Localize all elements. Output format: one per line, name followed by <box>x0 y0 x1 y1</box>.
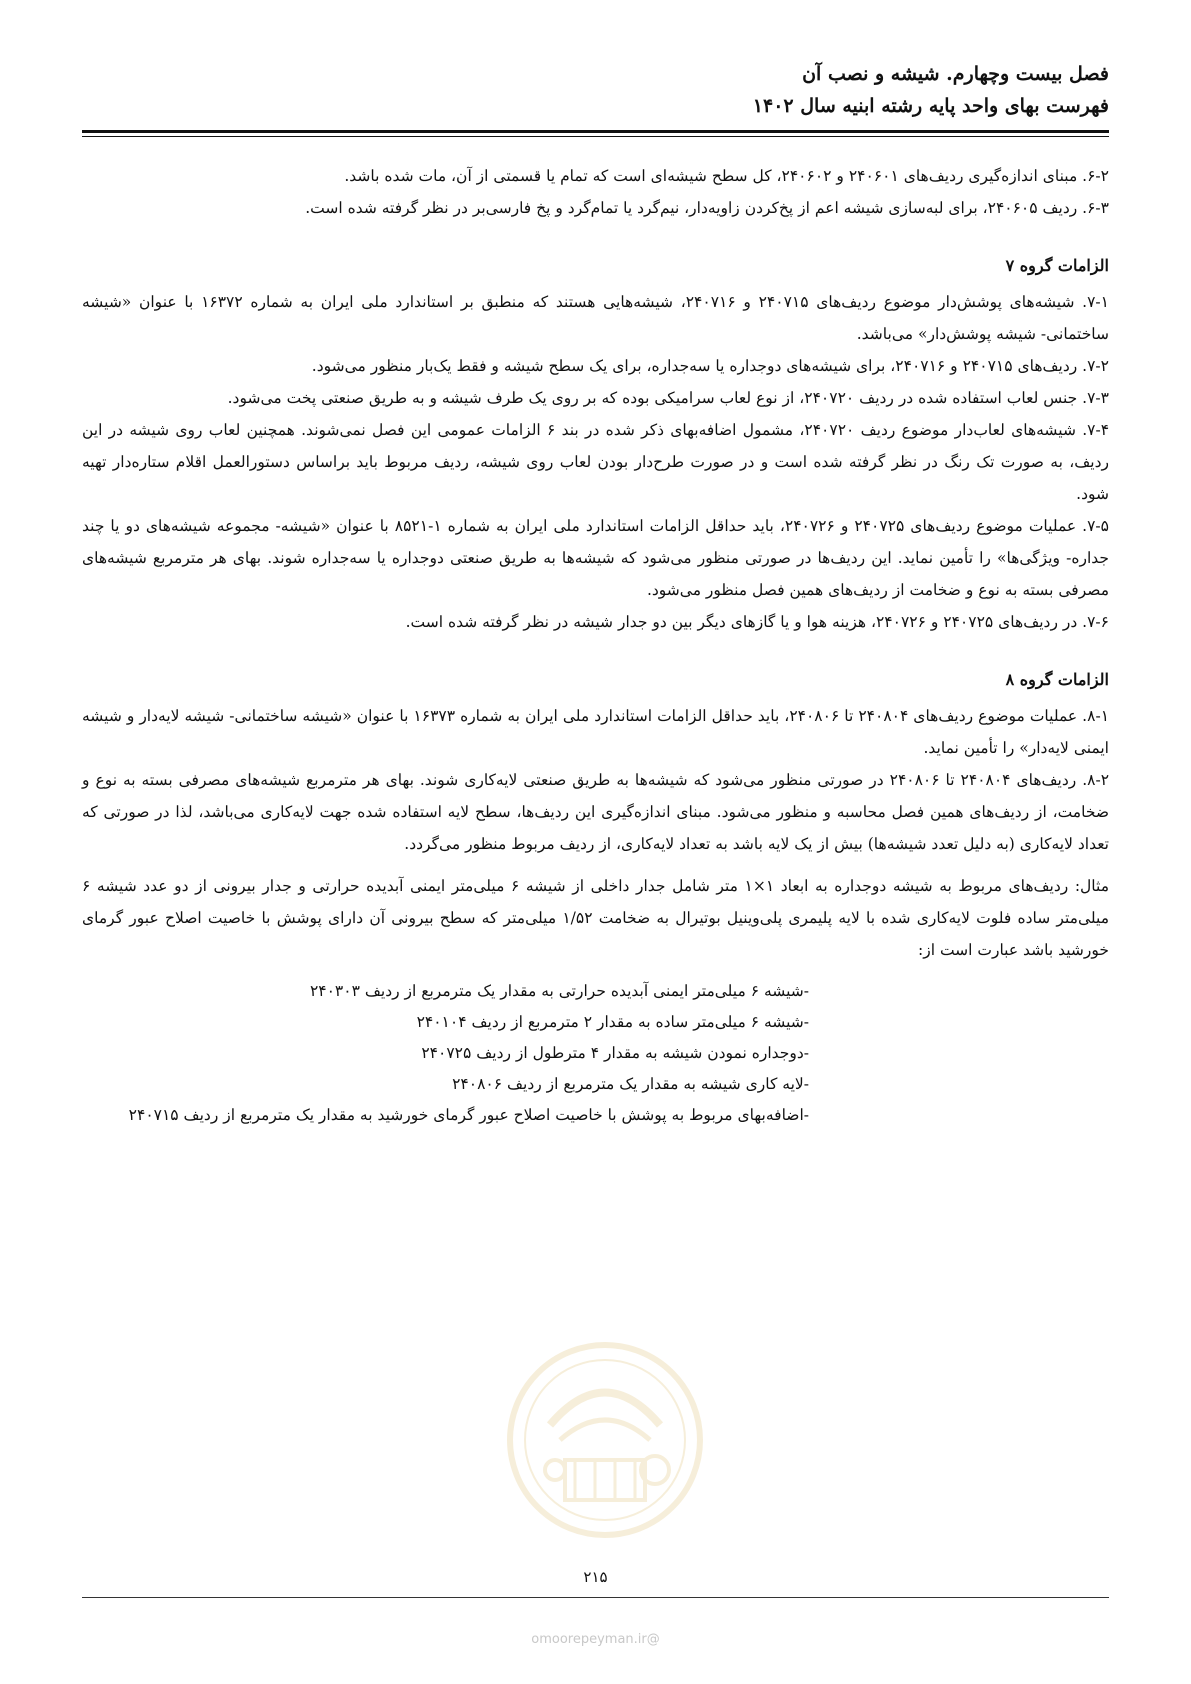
header-rule-thick <box>82 130 1109 133</box>
list-item: -اضافه‌بهای مربوط به پوشش با خاصیت اصلاح عبور گرمای خورشید به مقدار یک مترمربع از ردیف ۲۴۰۷۱۵ <box>128 1106 809 1124</box>
list-item: -شیشه ۶ میلی‌متر ساده به مقدار ۲ مترمربع از ردیف ۲۴۰۱۰۴ <box>416 1013 809 1031</box>
example-list <box>82 976 1109 1131</box>
seal-logo-icon <box>505 1340 705 1540</box>
paragraph-7-5: ۷-۵. عملیات موضوع ردیف‌های ۲۴۰۷۲۵ و ۲۴۰۷۲۶، باید حداقل الزامات استاندارد ملی ایران به شماره ۱-۸۵۲۱ با عنوان «شیشه- مجموعه شیشه‌های دو یا چند جداره- ویژگی‌ها» را تأمین نماید. این ردیف‌ها در صورتی منظور می‌شود که شیشه‌ها به طریق صنعتی دوجداره یا سه‌جداره شوند. بهای هر مترمربع شیشه‌های مصرفی بسته به نوع و ضخامت از ردیف‌های همین فصل منظور می‌شود. <box>82 517 1109 599</box>
paragraph-7-6: ۷-۶. در ردیف‌های ۲۴۰۷۲۵ و ۲۴۰۷۲۶، هزینه هوا و یا گازهای دیگر بین دو جدار شیشه در نظر گرفته شده است. <box>405 613 1109 631</box>
document-body <box>82 160 1109 1131</box>
paragraph-6-2: ۶-۲. مبنای اندازه‌گیری ردیف‌های ۲۴۰۶۰۱ و ۲۴۰۶۰۲، کل سطح شیشه‌ای است که تمام یا قسمتی از آن، مات شده باشد. <box>344 167 1109 185</box>
chapter-title: فصل بیست وچهارم. شیشه و نصب آن <box>802 63 1109 85</box>
paragraph-6-3: ۶-۳. ردیف ۲۴۰۶۰۵، برای لبه‌سازی شیشه اعم از پخ‌کردن زاویه‌دار، نیم‌گرد یا تمام‌گرد و پخ فارسی‌بر در نظر گرفته شده است. <box>305 199 1109 217</box>
group8-heading: الزامات گروه ۸ <box>1005 670 1109 689</box>
price-list-title: فهرست بهای واحد پایه رشته ابنیه سال ۱۴۰۲ <box>752 95 1109 117</box>
page-number: ۲۱۵ <box>583 1568 608 1586</box>
paragraph-7-1: ۷-۱. شیشه‌های پوشش‌دار موضوع ردیف‌های ۲۴۰۷۱۵ و ۲۴۰۷۱۶، شیشه‌هایی هستند که منطبق بر استاندارد ملی ایران به شماره ۱۶۳۷۲ با عنوان «شیشه ساختمانی- شیشه پوشش‌دار» می‌باشد. <box>82 293 1109 343</box>
list-item: -لایه کاری شیشه به مقدار یک مترمربع از ردیف ۲۴۰۸۰۶ <box>452 1075 809 1093</box>
paragraph-7-2: ۷-۲. ردیف‌های ۲۴۰۷۱۵ و ۲۴۰۷۱۶، برای شیشه‌های دوجداره یا سه‌جداره، برای یک سطح شیشه و فقط یک‌بار منظور می‌شود. <box>311 357 1109 375</box>
header-rule-thin <box>82 136 1109 137</box>
paragraph-7-3: ۷-۳. جنس لعاب استفاده شده در ردیف ۲۴۰۷۲۰، از نوع لعاب سرامیکی بوده که بر روی یک طرف شیشه و به طریق صنعتی پخت می‌شود. <box>227 389 1109 407</box>
footer-rule <box>82 1597 1109 1598</box>
paragraph-7-4: ۷-۴. شیشه‌های لعاب‌دار موضوع ردیف ۲۴۰۷۲۰، مشمول اضافه‌بهای ذکر شده در بند ۶ الزامات عمومی این فصل نمی‌شوند. همچنین لعاب روی شیشه در این ردیف، به صورت تک رنگ در نظر گرفته شده است و در صورت طرح‌دار بودن لعاب روی شیشه، ردیف مربوط باید براساس دستورالعمل اقلام ستاره‌دار تهیه شود. <box>82 421 1110 503</box>
example-paragraph: مثال: ردیف‌های مربوط به شیشه دوجداره به ابعاد ۱×۱ متر شامل جدار داخلی از شیشه ۶ میلی‌متر ایمنی آبدیده حرارتی و جدار بیرونی از دو عدد شیشه ۶ میلی‌متر ساده فلوت لایه‌کاری شده با لایه پلیمری پلی‌وینیل بوتیرال به ضخامت ۱/۵۲ میلی‌متر که سطح بیرونی آن دارای پوشش با خاصیت اصلاح عبور گرمای خورشید باشد عبارت است از: <box>82 877 1110 959</box>
page-header <box>753 58 1109 122</box>
list-item: -شیشه ۶ میلی‌متر ایمنی آبدیده حرارتی به مقدار یک مترمربع از ردیف ۲۴۰۳۰۳ <box>309 982 809 1000</box>
paragraph-8-2: ۸-۲. ردیف‌های ۲۴۰۸۰۴ تا ۲۴۰۸۰۶ در صورتی منظور می‌شود که شیشه‌ها به طریق صنعتی لایه‌کاری شوند. بهای هر مترمربع شیشه‌های مصرفی بسته به نوع و ضخامت، از ردیف‌های همین فصل محاسبه و منظور می‌شود. مبنای اندازه‌گیری این ردیف‌ها، سطح لایه استفاده شده جهت لایه‌کاری می‌باشد، لذا در صورتی که تعداد لایه‌کاری (به دلیل تعدد شیشه‌ها) بیش از یک لایه باشد به تعداد لایه‌کاری، از ردیف مربوط منظور می‌گردد. <box>82 771 1110 853</box>
paragraph-8-1: ۸-۱. عملیات موضوع ردیف‌های ۲۴۰۸۰۴ تا ۲۴۰۸۰۶، باید حداقل الزامات استاندارد ملی ایران به شماره ۱۶۳۷۳ با عنوان «شیشه ساختمانی- شیشه لایه‌دار و شیشه ایمنی لایه‌دار» را تأمین نماید. <box>82 707 1110 757</box>
group7-heading: الزامات گروه ۷ <box>1005 256 1109 275</box>
list-item: -دوجداره نمودن شیشه به مقدار ۴ مترطول از ردیف ۲۴۰۷۲۵ <box>421 1044 809 1062</box>
website-watermark: @omoorepeyman.ir <box>531 1632 660 1647</box>
